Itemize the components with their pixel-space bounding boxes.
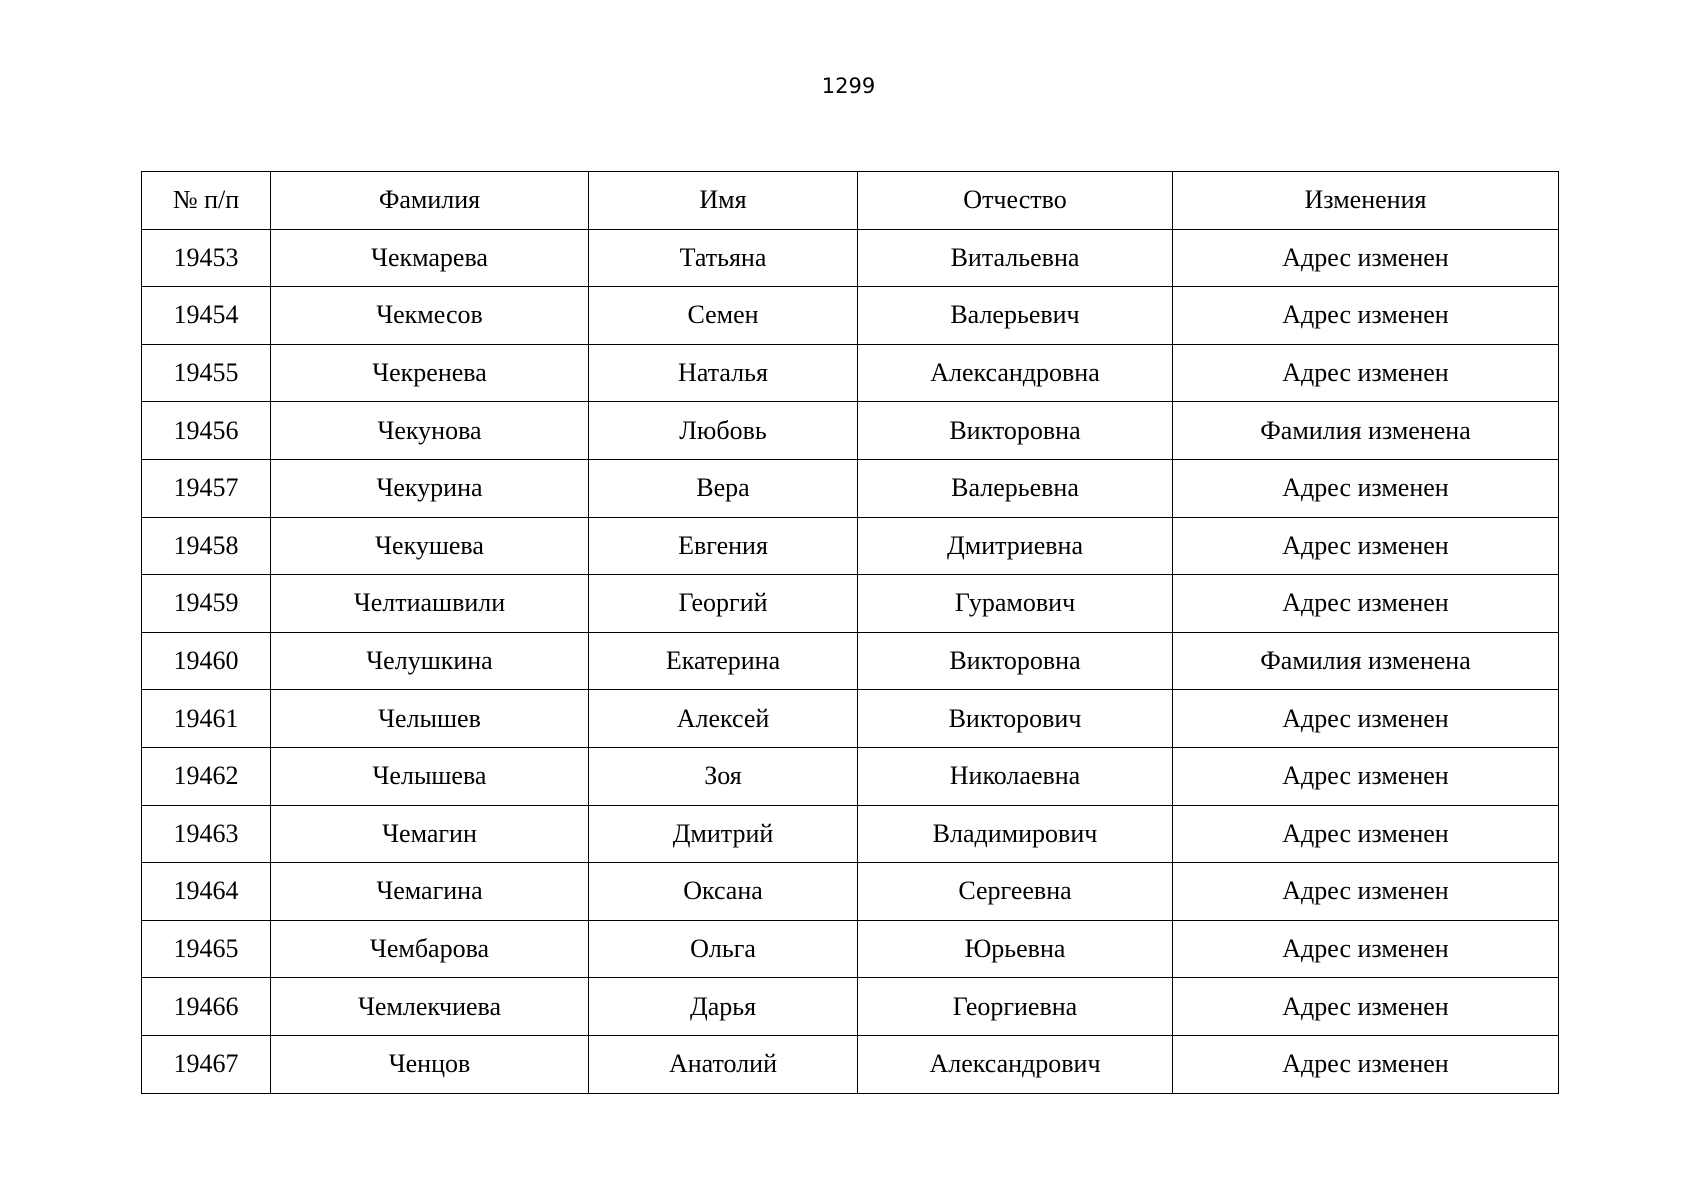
cell-changes: Адрес изменен: [1173, 344, 1559, 402]
cell-patronymic: Сергеевна: [858, 863, 1173, 921]
cell-first-name: Наталья: [589, 344, 858, 402]
cell-number: 19460: [142, 632, 271, 690]
cell-patronymic: Валерьевич: [858, 287, 1173, 345]
cell-surname: Чемагин: [271, 805, 589, 863]
cell-changes: Адрес изменен: [1173, 229, 1559, 287]
cell-patronymic: Николаевна: [858, 747, 1173, 805]
table-row: [142, 1035, 1559, 1093]
cell-patronymic: Александрович: [858, 1035, 1173, 1093]
header-patronymic: Отчество: [858, 172, 1173, 230]
cell-surname: Ченцов: [271, 1035, 589, 1093]
header-number: № п/п: [142, 172, 271, 230]
cell-changes: Адрес изменен: [1173, 287, 1559, 345]
cell-number: 19457: [142, 459, 271, 517]
cell-changes: Адрес изменен: [1173, 920, 1559, 978]
table-row: [142, 978, 1559, 1036]
cell-changes: Адрес изменен: [1173, 978, 1559, 1036]
cell-surname: Чекмарева: [271, 229, 589, 287]
cell-first-name: Зоя: [589, 747, 858, 805]
cell-surname: Челтиашвили: [271, 575, 589, 633]
table-header-row: [142, 172, 1559, 230]
table-row: [142, 459, 1559, 517]
table-row: [142, 229, 1559, 287]
cell-first-name: Дарья: [589, 978, 858, 1036]
cell-number: 19459: [142, 575, 271, 633]
cell-first-name: Семен: [589, 287, 858, 345]
cell-number: 19467: [142, 1035, 271, 1093]
header-changes: Изменения: [1173, 172, 1559, 230]
table-row: [142, 863, 1559, 921]
cell-surname: Чекунова: [271, 402, 589, 460]
records-table: [141, 171, 1559, 1094]
cell-first-name: Дмитрий: [589, 805, 858, 863]
cell-number: 19466: [142, 978, 271, 1036]
header-first-name: Имя: [589, 172, 858, 230]
cell-first-name: Евгения: [589, 517, 858, 575]
table-row: [142, 747, 1559, 805]
cell-number: 19463: [142, 805, 271, 863]
cell-surname: Чемлекчиева: [271, 978, 589, 1036]
cell-patronymic: Дмитриевна: [858, 517, 1173, 575]
header-surname: Фамилия: [271, 172, 589, 230]
cell-surname: Чемагина: [271, 863, 589, 921]
table-row: [142, 920, 1559, 978]
cell-changes: Адрес изменен: [1173, 747, 1559, 805]
cell-first-name: Оксана: [589, 863, 858, 921]
cell-number: 19462: [142, 747, 271, 805]
cell-surname: Чекмесов: [271, 287, 589, 345]
table-row: [142, 402, 1559, 460]
cell-changes: Адрес изменен: [1173, 459, 1559, 517]
cell-changes: Адрес изменен: [1173, 690, 1559, 748]
cell-changes: Фамилия изменена: [1173, 402, 1559, 460]
cell-first-name: Ольга: [589, 920, 858, 978]
cell-patronymic: Владимирович: [858, 805, 1173, 863]
cell-patronymic: Александровна: [858, 344, 1173, 402]
cell-changes: Адрес изменен: [1173, 1035, 1559, 1093]
cell-number: 19464: [142, 863, 271, 921]
cell-number: 19456: [142, 402, 271, 460]
cell-changes: Адрес изменен: [1173, 805, 1559, 863]
cell-patronymic: Юрьевна: [858, 920, 1173, 978]
page-number: 1299: [821, 74, 876, 98]
cell-number: 19454: [142, 287, 271, 345]
cell-surname: Чекушева: [271, 517, 589, 575]
cell-number: 19461: [142, 690, 271, 748]
table-row: [142, 805, 1559, 863]
table-row: [142, 690, 1559, 748]
cell-surname: Челушкина: [271, 632, 589, 690]
cell-patronymic: Валерьевна: [858, 459, 1173, 517]
cell-first-name: Анатолий: [589, 1035, 858, 1093]
cell-surname: Челышева: [271, 747, 589, 805]
table-row: [142, 287, 1559, 345]
cell-surname: Челышев: [271, 690, 589, 748]
cell-number: 19455: [142, 344, 271, 402]
cell-first-name: Екатерина: [589, 632, 858, 690]
cell-patronymic: Викторовна: [858, 632, 1173, 690]
cell-number: 19465: [142, 920, 271, 978]
cell-surname: Чембарова: [271, 920, 589, 978]
cell-first-name: Любовь: [589, 402, 858, 460]
cell-changes: Адрес изменен: [1173, 575, 1559, 633]
cell-patronymic: Викторович: [858, 690, 1173, 748]
cell-patronymic: Витальевна: [858, 229, 1173, 287]
table-row: [142, 517, 1559, 575]
table-body: [142, 229, 1559, 1093]
cell-first-name: Вера: [589, 459, 858, 517]
cell-patronymic: Викторовна: [858, 402, 1173, 460]
table-row: [142, 632, 1559, 690]
cell-number: 19453: [142, 229, 271, 287]
table-row: [142, 575, 1559, 633]
cell-surname: Чекренева: [271, 344, 589, 402]
cell-patronymic: Гурамович: [858, 575, 1173, 633]
cell-first-name: Алексей: [589, 690, 858, 748]
table-row: [142, 344, 1559, 402]
cell-changes: Фамилия изменена: [1173, 632, 1559, 690]
cell-surname: Чекурина: [271, 459, 589, 517]
cell-changes: Адрес изменен: [1173, 517, 1559, 575]
cell-first-name: Татьяна: [589, 229, 858, 287]
cell-number: 19458: [142, 517, 271, 575]
cell-patronymic: Георгиевна: [858, 978, 1173, 1036]
cell-changes: Адрес изменен: [1173, 863, 1559, 921]
cell-first-name: Георгий: [589, 575, 858, 633]
